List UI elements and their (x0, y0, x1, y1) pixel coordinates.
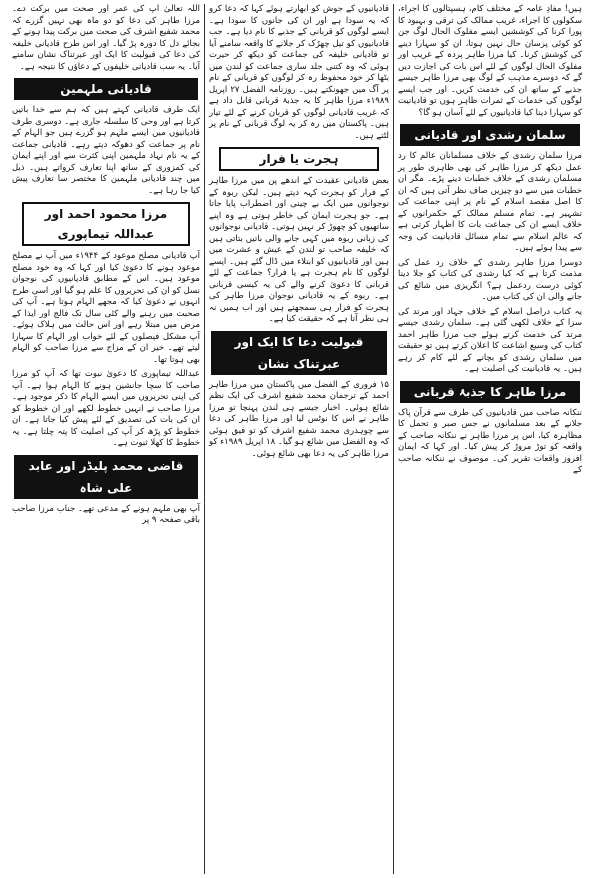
column-right (394, 4, 586, 874)
section-heading: قبولیت دعا کا ایک اور عبرتناک نشان (211, 331, 387, 375)
paragraph: بعض قادیانی عقیدت کے اندھے پن میں مرزا طاہر کے فرار کو ہجرت کہہ دیتے ہیں۔ لیکن ربوہ کے نوجوانوں میں ایک بے چینی اور اضطراب پایا جاتا ہے۔ جو ہجرت ایمان کی خاطر ہوتی ہے وہ اپنے ساتھیوں کو چھوڑ کر نہیں ہوتی۔ قادیانی نوجوانوں کی زبانی ربوہ میں کہی جانے والی باتیں بتاتی ہیں کہ خلیفہ صاحب تو لندن کے عیش و عشرت میں ہیں اور قادیانیوں کو ابتلاء میں ڈال گئے ہیں۔ ایسے لوگوں کا نام ہجرت ہے یا فرار؟ جماعت کے لئے قربانی کا دعویٰ کرنے والے کی یہ کیسی قربانی ہے۔ ربوہ کے یہ قادیانی نوجوان مرزا طاہر کی ہجرت کو فرار ہی سمجھتے ہیں اور اب ہمیں نہ ہی نظر آتا ہے کہ حقیقت کیا ہے۔ (209, 176, 389, 324)
paragraph: دوسرا مرزا طاہر رشدی کے خلاف رد عمل کی مذمت کرتا ہے کہ کیا رشدی کی کتاب کو جلا دینا کوئی درست ردعمل ہے؟ انگریزی میں شائع کی جانے والی ان کی کتاب میں۔ (398, 257, 582, 302)
paragraph: ۱۵ فروری کے الفضل میں پاکستان میں مرزا طاہر احمد کے ترجمان محمد شفیع اشرف کی ایک نظم شائع ہوئی۔ اخبار جیسے ہی لندن پہنچا تو مرزا طاہر نے اس کا نوٹس لیا اور مرزا طاہر کی دعا سے چوہدری محمد شفیع اشرف کو تو فیق ہوئی کہ وہ الفضل میں شائع ہو گیا۔ ۱۸ اپریل ۱۹۸۹ء کو مرزا طاہر کی یہ دعا بھی شائع ہوئی۔ (208, 379, 389, 459)
section-heading: سلمان رشدی اور قادیانی (400, 124, 580, 146)
paragraph: مرزا سلمان رشدی کے خلاف مسلمانان عالم کا رد عمل دیکھ کر مرزا طاہر کی بھی ظاہری طور پر مسلمان رشدی کے خلاف خطبات دینے پڑے۔ مگر ان خطبات میں سے دو چیزیں صاف نظر آتی ہیں کہ ان کا اصل مقصد اسلام کے نام پر اپنی جماعت کی تشہیر ہے۔ تمام مسلم ممالک کے حکمرانوں کے خلاف ایسے ان کی جماعت بات کا اظہار کرتی ہے کہ عالم اسلام سے تمام مسائل قادیانیت کی وجہ سے پیدا ہوئے ہیں۔ (398, 151, 582, 253)
section-heading: قاضی محمد پلیڈر اور عابد علی شاہ (14, 455, 198, 499)
paragraph: ہیں! مفادِ عامہ کے مختلف کام، ہسپتالوں کا اجراء، سکولوں کا اجراء، غریب ممالک کی ترقی و بہبود کا پورا کرنا کی کوششیں ایسے مفلوک الحال لوگ جن کو کوئی پرسان حال نہیں ہوتا، ان کو سہارا دینے کی کوشش کرنا۔ کیا مرزا طاہر پردہ کے غریب اور مفلوک الحال لوگوں کے لئے اس بات کی اجازت دیں گے کہ دوسرے مذہب کے لوگ بھی مرزا طاہر جیسے جذبے کے ساتھ ان کی خدمت کریں۔ اور جب ایسے لوگوں کی خدمات کے ثمرات ظاہر ہوں تو قادیانیت کو سہارا دینا کیا قادیانیوں کے لئے آسان ہو گا؟ (398, 4, 582, 118)
paragraph: اللہ تعالیٰ آپ کی عمر اور صحت میں برکت دے۔ مرزا طاہر کی دعا کو دو ماہ بھی نہیں گزرے کہ محمد شفیع اشرف کی صحت میں برکت پیدا ہونے کے بجائے دل کا دورہ پڑ گیا۔ اور اس طرح قادیانی خلیفہ کی دعا کی قبولیت کا ایک اور عبرتناک نشان سامنے آیا۔ یہ سب قادیانی خلیفوں کے دعاؤں کا نتیجہ ہے۔ (12, 4, 200, 72)
section-heading: قادیانی ملہمین (14, 78, 198, 100)
paragraph: آپ بھی ملہم ہونے کے مدعی تھے۔ جناب مرزا صاحب باقی صفحہ ۹ پر (12, 503, 200, 525)
paragraph: عبداللہ تیماپوری کا دعویٰ نبوت تھا کہ آپ کو مرزا صاحب کا سچا جانشین ہونے کا الہام ہوا ہے۔ آپ کی اپنی تحریروں میں ایسے الہام کا ذکر موجود ہے۔ مرزا صاحب نے انہیں خطوط لکھے اور ان خطوط کو ان کی بات کی تصدیق کے لئے پیش کیا جاتا ہے۔ ان خطوط کو پڑھ کر آپ کی اصلیت کا پتہ چلتا ہے۔ یہ خطوط کا کھلا ثبوت ہے۔ (12, 369, 200, 448)
paragraph: یہ کتاب دراصل اسلام کے خلاف جہاد اور مرتد کی سزا کے خلاف لکھی گئی ہے۔ سلمان رشدی جیسے مرتد کی خدمت کرتے ہوئے جب مرزا طاہر احمد کتاب کی وسیع اشاعت کا اعلان کرتے ہیں تو حقیقت میں سلمان رشدی کو بچانے کے لئے کام کر رہے ہیں۔ یہ قادیانیت کی اصلیت ہے۔ (398, 306, 582, 374)
column-middle (204, 4, 394, 874)
section-heading: ہجرت یا فرار (219, 147, 379, 171)
paragraph: ایک طرف قادیانی کہتے ہیں کہ ہم سے خدا باتیں کرتا ہے اور وحی کا سلسلہ جاری ہے۔ دوسری طرف قادیانیوں میں ایسے ملہم ہو گزرے ہیں جو الہام کے نام پر جماعت کو دھوکہ دیتے رہے۔ قادیانی جماعت کے یہ نام نہاد ملہمین اپنی کثرت سے اور اپنے ایمان کی کمزوری کے ساتھ اپنا تعارف کرواتے ہیں۔ ذیل میں چند قادیانی ملہمین کا مختصر سا تعارف پیش کیا جا رہا ہے۔ (12, 105, 200, 196)
column-left (8, 4, 204, 874)
paragraph: ننکانہ صاحب میں قادیانیوں کی طرف سے قرآن پاک جلانے کے بعد مسلمانوں نے جس صبر و تحمل کا مظاہرہ کیا، اس پر مرزا طاہر نے ننکانہ صاحب کے واقعہ کو توڑ مروڑ کر پیش کیا۔ اور کہا کہ ایمان افروز واقعات تقریر کی۔ موصوف نے ننکانہ صاحب کے (398, 407, 582, 475)
paragraph: آپ قادیانی مصلح موعود کے ۱۹۴۴ء میں آپ نے مصلح موعود ہونے کا دعویٰ کیا اور کہا کہ وہ خود مصلح موعود ہیں۔ اس کے مطابق قادیانیوں کی نوجوان نسل کو ان کی تحریروں کا علم ہو گیا اور اسی طرح انہوں نے دعویٰ کیا کہ مجھے الہام ہوتا ہے۔ آپ کی صحبت میں رہنے والے کئی سال تک فالج اور ایذا کے مرض میں مبتلا رہے اور اس حالت میں ہلاک ہوئے۔ آپ مشکل فیصلوں کے لئے خواب اور الہام کا سہارا لیتے تھے۔ خیر ان کے مزاج سے مرزا صاحب کو الہام بھی ہوتا تھا۔ (12, 251, 200, 365)
section-heading: مرزا طاہر کا جذبۂ قربانی (400, 381, 580, 403)
section-heading: مرزا محمود احمد اور عبداللہ تیماپوری (22, 202, 190, 246)
paragraph: قادیانیوں کے جوش کو ابھارتے ہوئے کہا کہ دعا کرو کہ یہ سودا ہے اور ان کی جانوں کا سودا ہے۔ ایسے لوگوں کو قربانی کے جذبے کا نام دیا ہے۔ جب قادیانیوں کو تیل چھڑک کر جلانے کا واقعہ سامنے آیا تو قادیانی خلیفہ کی جماعت کو دیکھ کر حیرت ہوئی کہ وہ کتنی جلد ساری جماعت کو لندن میں بٹھا کر خود محفوظ رہ کر لوگوں کو قربانی کے نام پر آگ میں جھونکتے ہیں۔ روزنامہ الفضل ۲۷ اپریل ۱۹۸۹ء مرزا طاہر کا یہ جذبۂ قربانی قابل داد ہے کہ غریب قادیانی لوگوں کو قربان کرنے کے لئے تیار ہیں۔ پاکستان میں رہ کر یہ لوگ قربانی کے نام پر لٹتے ہیں۔ (209, 4, 389, 141)
